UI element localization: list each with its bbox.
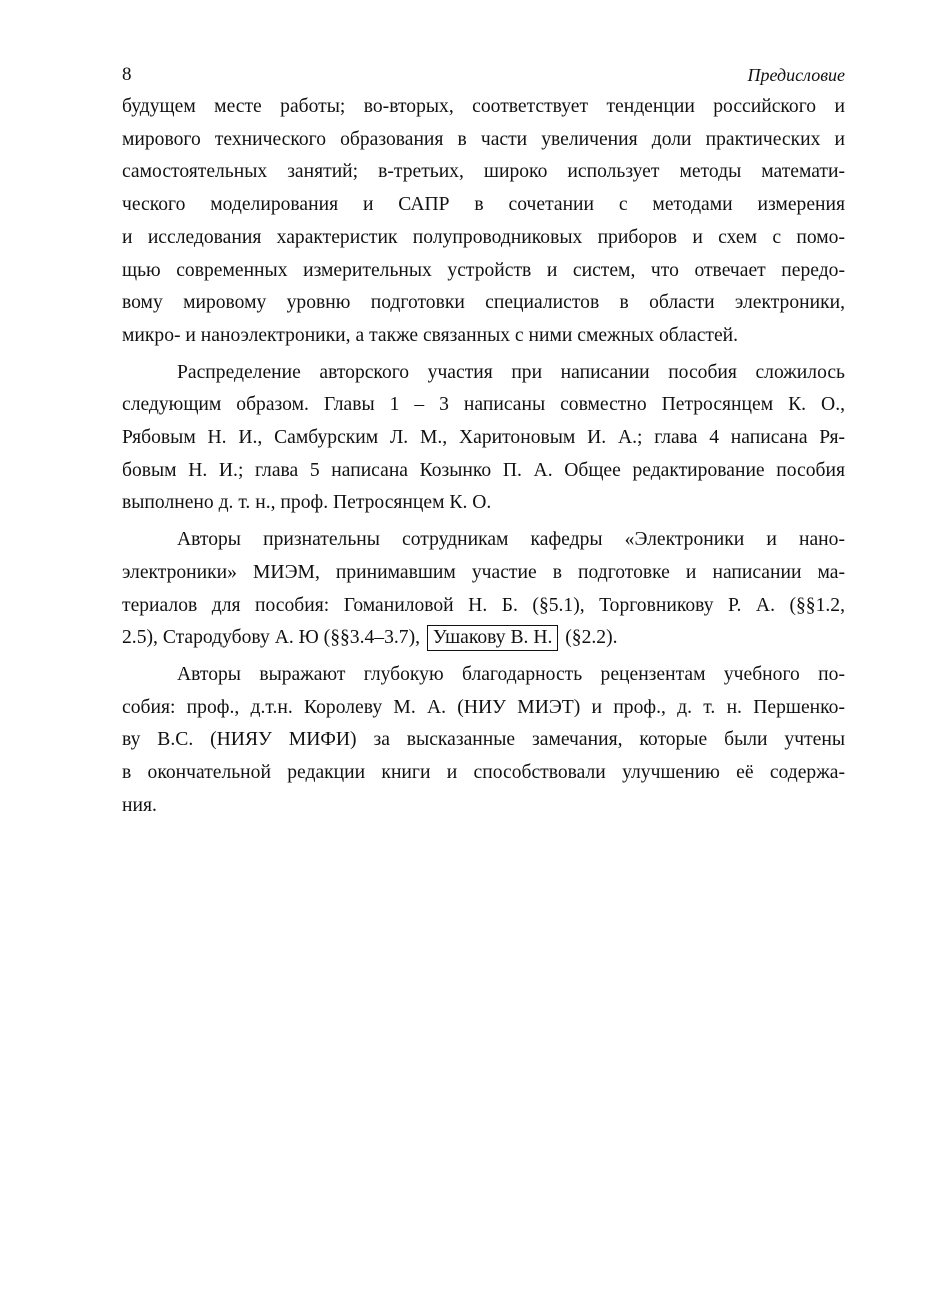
text-line: щью современных измерительных устройств и систем, что отвечает передо-	[122, 259, 845, 281]
text-line: выполнено д. т. н., проф. Петросянцем К. О.	[122, 492, 492, 514]
text-segment: (§2.2).	[565, 627, 618, 649]
text-line: ву В.С. (НИЯУ МИФИ) за высказанные замечания, которые были учтены	[122, 729, 845, 751]
paragraph-acknowledgements	[122, 524, 845, 655]
page-header	[122, 58, 845, 92]
text-line: Авторы выражают глубокую благодарность рецензентам учебного по-	[177, 663, 845, 685]
text-segment: 2.5), Стародубову А. Ю (§§3.4–3.7),	[122, 627, 421, 649]
text-line: будущем месте работы; во-вторых, соответствует тенденции российского и	[122, 96, 845, 117]
text-line: собия: проф., д.т.н. Королеву М. А. (НИУ МИЭТ) и проф., д. т. н. Першенко-	[122, 696, 845, 718]
text-line: ческого моделирования и САПР в сочетании с методами измерения	[122, 194, 845, 216]
body-text	[122, 91, 845, 826]
paragraph-reviewers	[122, 659, 845, 823]
text-line: бовым Н. И.; глава 5 написана Козынко П. А. Общее редактирование пособия	[122, 459, 845, 481]
paragraph-goals	[122, 91, 845, 353]
paragraph-authorship	[122, 357, 845, 521]
text-line: мирового технического образования в части увеличения доли практических и	[122, 128, 845, 150]
text-line: и исследования характеристик полупроводниковых приборов и схем с помо-	[122, 226, 845, 248]
text-line: вому мировому уровню подготовки специалистов в области электроники,	[122, 292, 845, 314]
running-title: Предисловие	[747, 65, 845, 85]
page-number: 8	[122, 64, 132, 85]
text-line: ния.	[122, 794, 157, 816]
text-line: электроники» МИЭМ, принимавшим участие в подготовке и написании ма-	[122, 561, 845, 583]
text-line: микро- и наноэлектроники, а также связанных с ними смежных областей.	[122, 324, 739, 346]
text-line: Авторы признательны сотрудникам кафедры «Электроники и нано-	[177, 529, 845, 551]
text-line: Распределение авторского участия при написании пособия сложилось	[177, 361, 845, 383]
text-line	[122, 622, 845, 655]
boxed-name-highlight: Ушакову В. Н.	[427, 625, 558, 651]
text-line: следующим образом. Главы 1 – 3 написаны совместно Петросянцем К. О.,	[122, 394, 845, 416]
text-line: Рябовым Н. И., Самбурским Л. М., Харитоновым И. А.; глава 4 написана Ря-	[122, 427, 845, 449]
text-line: самостоятельных занятий; в-третьих, широко использует методы математи-	[122, 161, 845, 183]
text-line: териалов для пособия: Гоманиловой Н. Б. (§5.1), Торговникову Р. А. (§§1.2,	[122, 594, 845, 616]
text-line: в окончательной редакции книги и способствовали улучшению её содержа-	[122, 762, 845, 784]
